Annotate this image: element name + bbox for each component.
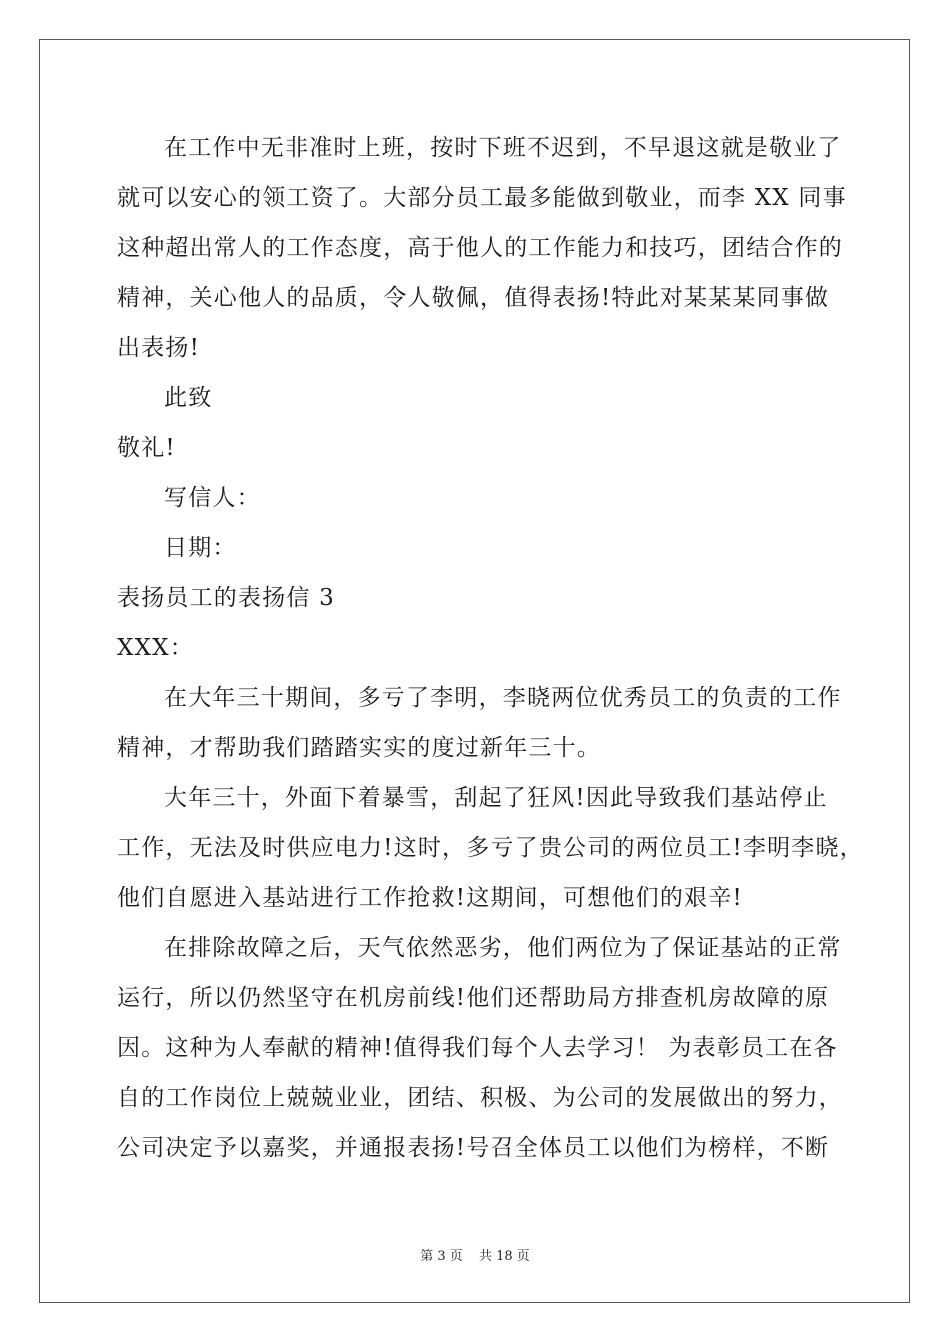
page-number: 第 3 页 <box>420 1249 463 1264</box>
text-line: 他们自愿进入基站进行工作抢救!这期间，可想他们的艰辛! <box>117 885 743 911</box>
text-line: 精神，才帮助我们踏踏实实的度过新年三十。 <box>117 735 601 761</box>
closing-salutation: 此致 <box>164 385 213 411</box>
text-line: 大年三十，外面下着暴雪，刮起了狂风!因此导致我们基站停止 <box>164 785 828 811</box>
text-line: 公司决定予以嘉奖，并通报表扬!号召全体员工以他们为榜样，不断 <box>117 1135 830 1161</box>
text-line: 出表扬! <box>117 335 201 361</box>
page-total: 共 18 页 <box>478 1249 530 1264</box>
text-line: 这种超出常人的工作态度，高于他人的工作能力和技巧，团结合作的 <box>117 235 843 261</box>
text-line: 因。这种为人奉献的精神!值得我们每个人去学习！ 为表彰员工在各 <box>117 1035 838 1061</box>
text-line: 在工作中无非准时上班，按时下班不迟到，不早退这就是敬业了 <box>164 135 842 161</box>
recipient: XXX： <box>117 635 194 661</box>
signature-label: 写信人： <box>164 485 261 511</box>
text-line: 在排除故障之后，天气依然恶劣，他们两位为了保证基站的正常 <box>164 935 842 961</box>
text-line: 运行，所以仍然坚守在机房前线!他们还帮助局方排查机房故障的原 <box>117 985 830 1011</box>
text-line: 精神，关心他人的品质，令人敬佩，值得表扬!特此对某某某同事做 <box>117 285 830 311</box>
text-line: 在大年三十期间，多亏了李明，李晓两位优秀员工的负责的工作 <box>164 685 842 711</box>
text-line: 工作，无法及时供应电力!这时，多亏了贵公司的两位员工!李明李晓， <box>117 835 864 861</box>
date-label: 日期： <box>164 535 237 561</box>
text-line: 自的工作岗位上兢兢业业，团结、积极、为公司的发展做出的努力， <box>117 1085 843 1111</box>
page-footer <box>0 1245 950 1264</box>
section-title: 表扬员工的表扬信 3 <box>117 585 335 611</box>
document-body <box>117 128 864 1178</box>
closing-regards: 敬礼! <box>117 435 176 461</box>
text-line: 就可以安心的领工资了。大部分员工最多能做到敬业，而李 XX 同事 <box>117 185 847 211</box>
